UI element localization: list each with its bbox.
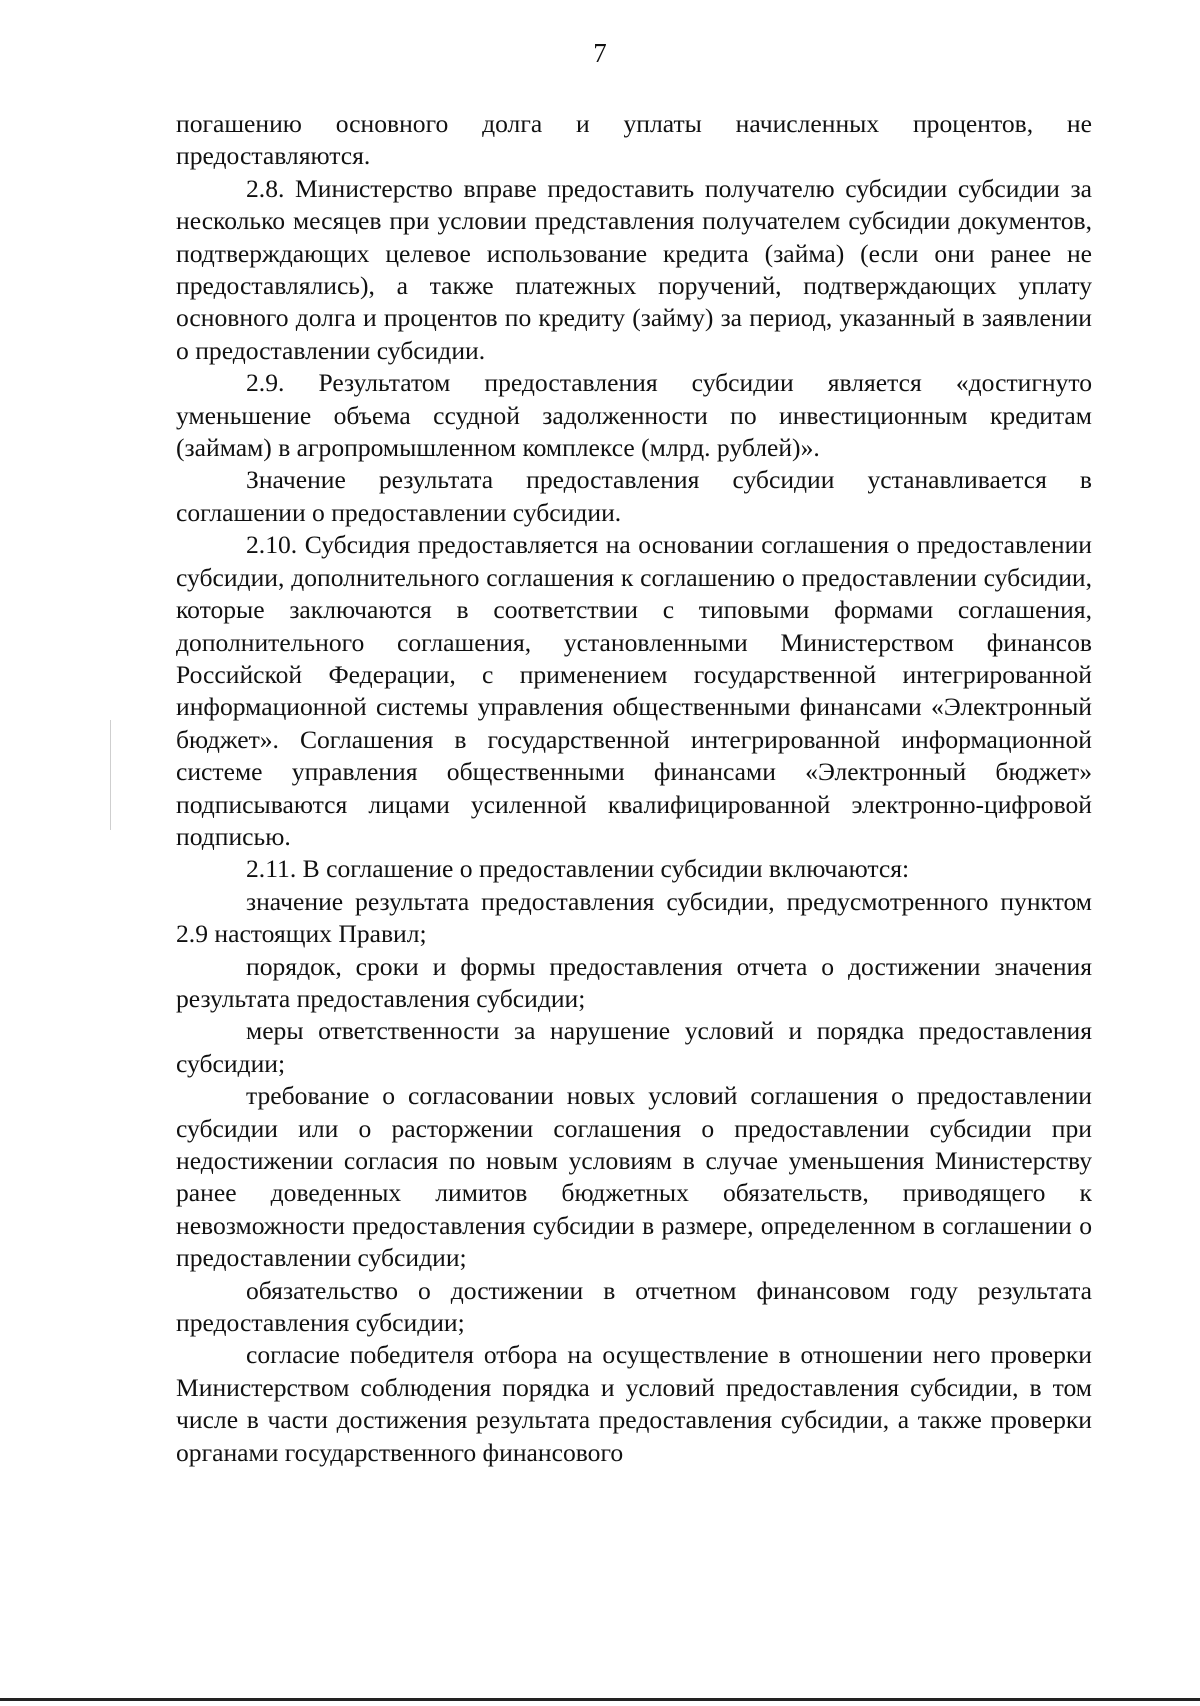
- paragraph-2-10: 2.10. Субсидия предоставляется на основании соглашения о предоставлении субсидии, дополнительного соглашения к соглашению о предоставлении субсидии, которые заключаются в соответствии с типовыми формами соглашения, дополнительного соглашения, установленными Министерством финансов Российской Федерации, с применением государственной интегрированной информационной системы управления общественными финансами «Электронный бюджет». Соглашения в государственной интегрированной информационной системе управления общественными финансами «Электронный бюджет» подписываются лицами усиленной квалифицированной электронно-цифровой подписью.: [176, 530, 1092, 851]
- paragraph-2-9: 2.9. Результатом предоставления субсидии является «достигнуто уменьшение объема ссудной задолженности по инвестиционным кредитам (займам) в агропромышленном комплексе (млрд. рублей)».: [176, 368, 1092, 463]
- paragraph-continuation: погашению основного долга и уплаты начисленных процентов, не предоставляются.: [176, 109, 1092, 171]
- paragraph-2-11: 2.11. В соглашение о предоставлении субсидии включаются:: [246, 854, 910, 884]
- scan-bottom-edge: [0, 1698, 1200, 1701]
- list-item-new-conditions: требование о согласовании новых условий соглашения о предоставлении субсидии или о расторжении соглашения о предоставлении субсидии при недостижении согласия по новым условиям в случае уменьшения Министерству ранее доведенных лимитов бюджетных обязательств, приводящего к невозможности предоставления субсидии в размере, определенном в соглашении о предоставлении субсидии;: [176, 1081, 1092, 1273]
- list-item-report-procedure: порядок, сроки и формы предоставления отчета о достижении значения результата предоставления субсидии;: [176, 951, 1092, 1013]
- document-body: [176, 108, 1092, 1469]
- scan-margin-mark: [110, 720, 111, 830]
- page-number: 7: [593, 38, 607, 68]
- list-item-responsibility: меры ответственности за нарушение условий и порядка предоставления субсидии;: [176, 1016, 1092, 1078]
- paragraph-2-8: 2.8. Министерство вправе предоставить получателю субсидии субсидии за несколько месяцев при условии представления получателем субсидии документов, подтверждающих целевое использование кредита (займа) (если они ранее не предоставлялись), а также платежных поручений, подтверждающих уплату основного долга и процентов по кредиту (займу) за период, указанный в заявлении о предоставлении субсидии.: [176, 173, 1092, 365]
- list-item-result-value: значение результата предоставления субсидии, предусмотренного пунктом 2.9 настоящих Правил;: [176, 886, 1092, 949]
- list-item-obligation: обязательство о достижении в отчетном финансовом году результата предоставления субсидии;: [176, 1275, 1092, 1338]
- list-item-consent: согласие победителя отбора на осуществление в отношении него проверки Министерством соблюдения порядка и условий предоставления субсидии, в том числе в части достижения результата предоставления субсидии, а также проверки органами государственного финансового: [176, 1340, 1092, 1467]
- paragraph-result-value: Значение результата предоставления субсидии устанавливается в соглашении о предоставлении субсидии.: [176, 465, 1092, 527]
